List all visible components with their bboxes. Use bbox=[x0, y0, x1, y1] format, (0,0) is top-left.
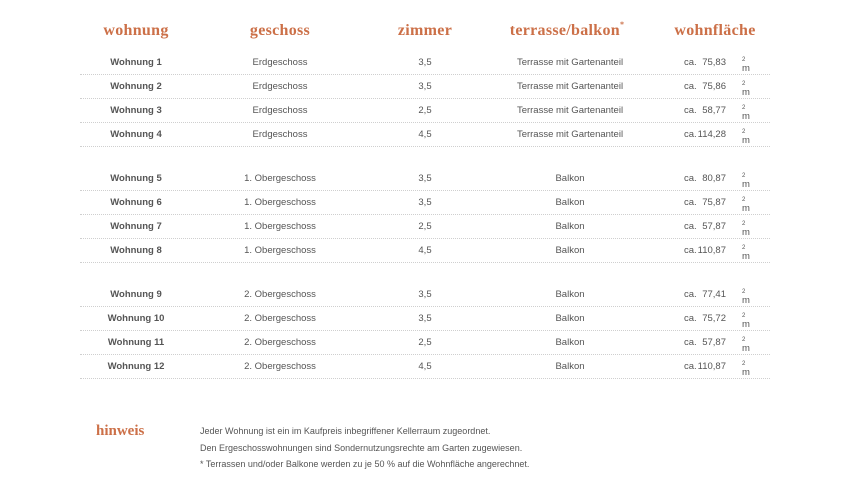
area-unit-exponent: 2 bbox=[742, 245, 746, 251]
area-value: 77,41 bbox=[702, 289, 726, 300]
area-prefix: ca. bbox=[684, 245, 697, 256]
header-zimmer: zimmer bbox=[397, 22, 453, 39]
cell-geschoss: Erdgeschoss bbox=[252, 129, 308, 140]
cell-wohnung: Wohnung 1 bbox=[110, 57, 162, 68]
area-prefix: ca. bbox=[684, 221, 697, 232]
cell-zimmer: 4,5 bbox=[418, 129, 432, 140]
cell-terrasse-balkon: Balkon bbox=[555, 337, 585, 348]
cell-wohnung: Wohnung 9 bbox=[110, 289, 162, 300]
area-unit-exponent: 2 bbox=[742, 289, 746, 295]
cell-wohnung: Wohnung 3 bbox=[110, 105, 162, 116]
area-unit-exponent: 2 bbox=[742, 337, 746, 343]
area-value: 57,87 bbox=[702, 337, 726, 348]
header-terrasse-balkon bbox=[502, 22, 632, 40]
cell-wohnung: Wohnung 12 bbox=[107, 361, 165, 372]
cell-wohnung: Wohnung 8 bbox=[110, 245, 162, 256]
cell-terrasse-balkon: Balkon bbox=[555, 361, 585, 372]
area-prefix: ca. bbox=[684, 173, 697, 184]
area-prefix: ca. bbox=[684, 361, 697, 372]
area-prefix: ca. bbox=[684, 337, 697, 348]
area-value: 75,72 bbox=[702, 313, 726, 324]
area-value: 75,83 bbox=[702, 57, 726, 68]
area-unit bbox=[742, 81, 750, 98]
table-header bbox=[0, 18, 850, 48]
table-row bbox=[80, 307, 770, 331]
area-value: 80,87 bbox=[702, 173, 726, 184]
cell-geschoss: Erdgeschoss bbox=[252, 57, 308, 68]
area-unit bbox=[742, 57, 750, 74]
note-text bbox=[200, 423, 529, 473]
area-unit-exponent: 2 bbox=[742, 129, 746, 135]
area-unit-exponent: 2 bbox=[742, 313, 746, 319]
area-prefix: ca. bbox=[684, 197, 697, 208]
cell-zimmer: 3,5 bbox=[418, 289, 432, 300]
header-terrasse-mark: * bbox=[619, 20, 625, 29]
cell-geschoss: 1. Obergeschoss bbox=[244, 197, 316, 208]
area-unit-exponent: 2 bbox=[742, 173, 746, 179]
area-unit bbox=[742, 289, 750, 306]
table-row bbox=[80, 167, 770, 191]
cell-terrasse-balkon: Balkon bbox=[555, 197, 585, 208]
area-unit bbox=[742, 129, 750, 146]
cell-terrasse-balkon: Terrasse mit Gartenanteil bbox=[516, 81, 624, 92]
cell-wohnung: Wohnung 5 bbox=[110, 173, 162, 184]
area-value: 110,87 bbox=[697, 245, 726, 256]
area-prefix: ca. bbox=[684, 105, 697, 116]
cell-geschoss: 2. Obergeschoss bbox=[244, 361, 316, 372]
table-row bbox=[80, 51, 770, 75]
area-unit bbox=[742, 245, 750, 262]
table-group-erdgeschoss bbox=[80, 51, 770, 147]
area-unit-base: m bbox=[742, 295, 750, 306]
header-terrasse-label: terrasse/balkon bbox=[509, 22, 620, 39]
cell-zimmer: 3,5 bbox=[418, 57, 432, 68]
table-row bbox=[80, 215, 770, 239]
area-value: 57,87 bbox=[702, 221, 726, 232]
area-unit-base: m bbox=[742, 367, 750, 378]
cell-geschoss: Erdgeschoss bbox=[252, 105, 308, 116]
area-prefix: ca. bbox=[684, 129, 697, 140]
note-line: * Terrassen und/oder Balkone werden zu je 50 % auf die Wohnfläche angerechnet. bbox=[200, 459, 530, 469]
table-row bbox=[80, 355, 770, 379]
cell-terrasse-balkon: Terrasse mit Gartenanteil bbox=[516, 129, 624, 140]
area-unit-base: m bbox=[742, 203, 750, 214]
area-unit-exponent: 2 bbox=[742, 105, 746, 111]
cell-geschoss: 1. Obergeschoss bbox=[244, 173, 316, 184]
note-line: Den Ergeschosswohnungen sind Sondernutzungsrechte am Garten zugewiesen. bbox=[200, 442, 523, 453]
table-row bbox=[80, 283, 770, 307]
table-group-2-og bbox=[80, 283, 770, 379]
note-title: hinweis bbox=[96, 423, 145, 439]
area-value: 75,86 bbox=[702, 81, 726, 92]
cell-geschoss: 1. Obergeschoss bbox=[244, 221, 316, 232]
area-prefix: ca. bbox=[684, 57, 697, 68]
cell-geschoss: Erdgeschoss bbox=[252, 81, 308, 92]
area-prefix: ca. bbox=[684, 289, 697, 300]
table-row bbox=[80, 191, 770, 215]
cell-wohnung: Wohnung 2 bbox=[110, 81, 162, 92]
cell-terrasse-balkon: Balkon bbox=[555, 245, 585, 256]
area-unit-base: m bbox=[742, 227, 750, 238]
cell-zimmer: 3,5 bbox=[418, 197, 432, 208]
cell-zimmer: 2,5 bbox=[418, 105, 432, 116]
table-row bbox=[80, 99, 770, 123]
cell-zimmer: 2,5 bbox=[418, 337, 432, 348]
table-group-1-og bbox=[80, 167, 770, 263]
cell-zimmer: 4,5 bbox=[418, 245, 432, 256]
table-row bbox=[80, 331, 770, 355]
area-unit bbox=[742, 105, 750, 122]
header-wohnflaeche: wohnfläche bbox=[674, 22, 756, 39]
table-row bbox=[80, 75, 770, 99]
area-unit bbox=[742, 337, 750, 354]
cell-terrasse-balkon: Terrasse mit Gartenanteil bbox=[516, 57, 624, 68]
area-value: 114,28 bbox=[697, 129, 726, 140]
area-unit bbox=[742, 221, 750, 238]
cell-zimmer: 2,5 bbox=[418, 221, 432, 232]
cell-geschoss: 2. Obergeschoss bbox=[244, 313, 316, 324]
note-line: Jeder Wohnung ist ein im Kaufpreis inbegriffener Kellerraum zugeordnet. bbox=[200, 426, 491, 436]
table-row bbox=[80, 239, 770, 263]
cell-wohnung: Wohnung 6 bbox=[110, 197, 162, 208]
area-unit-base: m bbox=[742, 319, 750, 330]
area-prefix: ca. bbox=[684, 313, 697, 324]
table-row bbox=[80, 123, 770, 147]
header-geschoss: geschoss bbox=[249, 22, 311, 39]
area-prefix: ca. bbox=[684, 81, 697, 92]
area-value: 110,87 bbox=[697, 361, 726, 372]
area-unit-base: m bbox=[742, 87, 750, 98]
area-unit bbox=[742, 197, 750, 214]
cell-zimmer: 3,5 bbox=[418, 313, 432, 324]
cell-wohnung: Wohnung 11 bbox=[107, 337, 165, 348]
cell-terrasse-balkon: Balkon bbox=[555, 289, 585, 300]
cell-geschoss: 2. Obergeschoss bbox=[244, 337, 316, 348]
cell-zimmer: 3,5 bbox=[418, 81, 432, 92]
area-unit bbox=[742, 361, 750, 378]
area-value: 75,87 bbox=[702, 197, 726, 208]
area-unit-base: m bbox=[742, 111, 750, 122]
cell-terrasse-balkon: Balkon bbox=[555, 313, 585, 324]
area-unit-exponent: 2 bbox=[742, 361, 746, 367]
cell-terrasse-balkon: Balkon bbox=[555, 221, 585, 232]
area-unit-base: m bbox=[742, 251, 750, 262]
cell-wohnung: Wohnung 10 bbox=[107, 313, 165, 324]
cell-zimmer: 4,5 bbox=[418, 361, 432, 372]
cell-geschoss: 2. Obergeschoss bbox=[244, 289, 316, 300]
cell-terrasse-balkon: Balkon bbox=[555, 173, 585, 184]
area-unit-exponent: 2 bbox=[742, 221, 746, 227]
header-wohnung: wohnung bbox=[103, 22, 169, 39]
area-unit-exponent: 2 bbox=[742, 57, 746, 63]
area-unit-exponent: 2 bbox=[742, 197, 746, 203]
cell-terrasse-balkon: Terrasse mit Gartenanteil bbox=[516, 105, 624, 116]
area-unit-exponent: 2 bbox=[742, 81, 746, 87]
area-unit-base: m bbox=[742, 179, 750, 190]
cell-zimmer: 3,5 bbox=[418, 173, 432, 184]
area-value: 58,77 bbox=[702, 105, 726, 116]
cell-wohnung: Wohnung 7 bbox=[110, 221, 162, 232]
cell-geschoss: 1. Obergeschoss bbox=[244, 245, 316, 256]
area-unit bbox=[742, 173, 750, 190]
area-unit-base: m bbox=[742, 63, 750, 74]
area-unit-base: m bbox=[742, 343, 750, 354]
cell-wohnung: Wohnung 4 bbox=[110, 129, 162, 140]
area-unit-base: m bbox=[742, 135, 750, 146]
area-unit bbox=[742, 313, 750, 330]
